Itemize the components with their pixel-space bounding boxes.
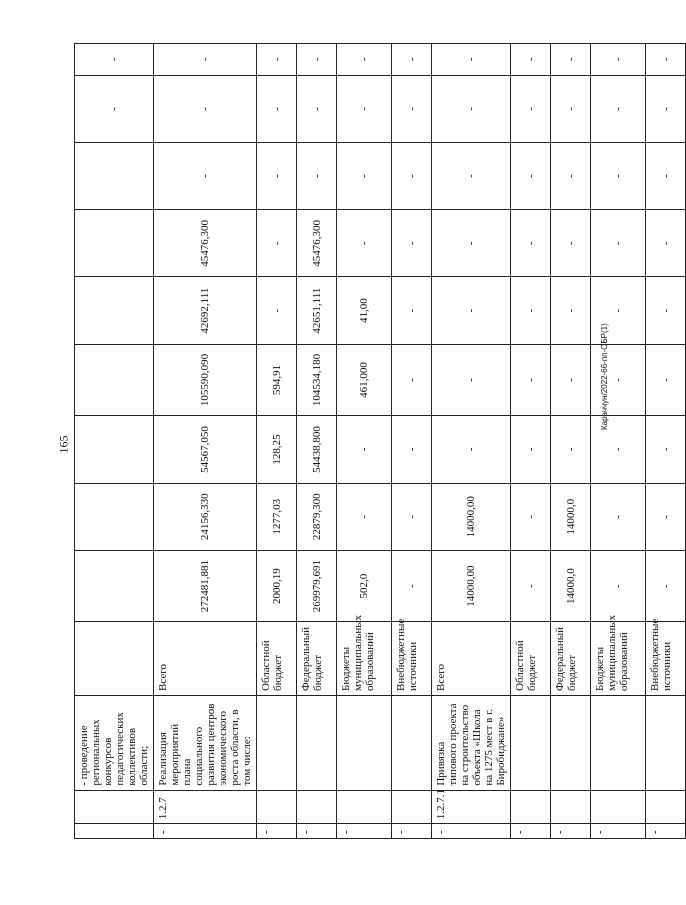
value-cell: -	[432, 75, 511, 142]
table-row	[646, 44, 686, 839]
value-cell: 42692,111	[154, 277, 257, 344]
table-row	[432, 44, 511, 839]
value-cell: 272481,881	[154, 550, 257, 622]
value-cell: -	[511, 550, 551, 622]
value-cell: -	[511, 75, 551, 142]
spacer-cell: -	[646, 824, 686, 839]
value-cell: -	[392, 142, 432, 209]
value-cell: 128,25	[257, 416, 297, 483]
value-cell: -	[591, 210, 646, 277]
value-cell: -	[646, 344, 686, 416]
spacer-cell: -	[154, 824, 257, 839]
value-cell	[75, 550, 154, 622]
value-cell: -	[337, 210, 392, 277]
value-cell: 1277,03	[257, 483, 297, 550]
funding-source-cell: Бюджеты муниципальных образований	[591, 622, 646, 696]
value-cell: -	[257, 277, 297, 344]
value-cell: -	[551, 142, 591, 209]
value-cell: -	[154, 142, 257, 209]
table-row	[297, 44, 337, 839]
item-code-cell	[551, 790, 591, 824]
item-code-cell: 1.2.7.1	[432, 790, 511, 824]
funding-source-cell: Федеральный бюджет	[551, 622, 591, 696]
item-code-cell	[75, 790, 154, 824]
item-name-cell	[551, 696, 591, 791]
value-cell: -	[432, 416, 511, 483]
table-row	[591, 44, 646, 839]
value-cell: -	[154, 75, 257, 142]
value-cell: -	[75, 44, 154, 76]
value-cell: -	[257, 75, 297, 142]
item-name-cell	[591, 696, 646, 791]
item-name-cell: Реализация мероприятий плана социального развития центров экономического роста области, в том числе:	[154, 696, 257, 791]
funding-source-cell: Областной бюджет	[257, 622, 297, 696]
value-cell: -	[337, 483, 392, 550]
value-cell: -	[591, 416, 646, 483]
value-cell: -	[511, 44, 551, 76]
spacer-cell: -	[432, 824, 511, 839]
funding-source-cell: Федеральный бюджет	[297, 622, 337, 696]
spacer-cell: -	[297, 824, 337, 839]
value-cell: -	[551, 344, 591, 416]
value-cell: -	[392, 550, 432, 622]
value-cell: 269979,691	[297, 550, 337, 622]
value-cell	[75, 210, 154, 277]
value-cell: -	[591, 344, 646, 416]
value-cell: 594,91	[257, 344, 297, 416]
funding-source-cell: Всего	[154, 622, 257, 696]
value-cell: 42651,111	[297, 277, 337, 344]
value-cell: -	[591, 277, 646, 344]
value-cell: 45476,300	[297, 210, 337, 277]
value-cell: -	[154, 44, 257, 76]
item-code-cell	[257, 790, 297, 824]
item-name-cell	[337, 696, 392, 791]
value-cell: -	[646, 44, 686, 76]
value-cell: 14000,0	[551, 483, 591, 550]
value-cell: 105590,090	[154, 344, 257, 416]
value-cell: 14000,00	[432, 550, 511, 622]
value-cell: -	[551, 277, 591, 344]
value-cell: -	[432, 44, 511, 76]
item-code-cell	[591, 790, 646, 824]
value-cell: 54567,050	[154, 416, 257, 483]
value-cell: 41,00	[337, 277, 392, 344]
value-cell	[75, 142, 154, 209]
table-row	[392, 44, 432, 839]
item-code-cell	[297, 790, 337, 824]
value-cell: -	[337, 44, 392, 76]
spacer-cell: -	[392, 824, 432, 839]
item-name-cell	[646, 696, 686, 791]
value-cell: -	[551, 44, 591, 76]
value-cell: -	[392, 483, 432, 550]
value-cell: -	[392, 44, 432, 76]
value-cell: -	[551, 416, 591, 483]
value-cell: 24156,330	[154, 483, 257, 550]
value-cell: -	[297, 75, 337, 142]
value-cell: -	[646, 142, 686, 209]
value-cell: -	[511, 416, 551, 483]
item-name-cell: - проведение региональных конкурсов педагогических коллективов области;	[75, 696, 154, 791]
value-cell: -	[511, 142, 551, 209]
item-code-cell	[392, 790, 432, 824]
item-name-cell: Привязка типового проекта на строительство объекта «Школа на 1275 мест в г. Биробиджане»	[432, 696, 511, 791]
value-cell: -	[551, 75, 591, 142]
value-cell: -	[432, 210, 511, 277]
value-cell: 2000,19	[257, 550, 297, 622]
table-body	[75, 44, 686, 839]
value-cell: 461,000	[337, 344, 392, 416]
value-cell: -	[75, 75, 154, 142]
value-cell: -	[646, 210, 686, 277]
table-row	[551, 44, 591, 839]
item-code-cell: 1.2.7	[154, 790, 257, 824]
value-cell: 22879,300	[297, 483, 337, 550]
spacer-cell: -	[257, 824, 297, 839]
funding-source-cell: Областной бюджет	[511, 622, 551, 696]
value-cell: -	[432, 142, 511, 209]
table-row	[511, 44, 551, 839]
value-cell: -	[337, 416, 392, 483]
spacer-cell: -	[337, 824, 392, 839]
funding-source-cell: Внебюджетные источники	[646, 622, 686, 696]
value-cell: -	[392, 344, 432, 416]
value-cell: 14000,00	[432, 483, 511, 550]
value-cell: -	[646, 550, 686, 622]
value-cell: 14000,0	[551, 550, 591, 622]
value-cell: 104534,180	[297, 344, 337, 416]
spacer-cell: -	[551, 824, 591, 839]
value-cell: -	[432, 277, 511, 344]
spacer-cell: -	[591, 824, 646, 839]
budget-table	[74, 43, 686, 839]
value-cell	[75, 416, 154, 483]
table-row	[337, 44, 392, 839]
value-cell: -	[432, 344, 511, 416]
item-code-cell	[646, 790, 686, 824]
footer-code: Караччун/2022-66-пп-ОБР(1)	[600, 323, 609, 430]
funding-source-cell: Бюджеты муниципальных образований	[337, 622, 392, 696]
funding-source-cell	[75, 622, 154, 696]
spacer-cell: -	[511, 824, 551, 839]
value-cell: -	[257, 142, 297, 209]
value-cell: -	[392, 416, 432, 483]
item-code-cell	[511, 790, 551, 824]
value-cell: -	[511, 344, 551, 416]
value-cell: 502,0	[337, 550, 392, 622]
value-cell: -	[337, 75, 392, 142]
value-cell: -	[257, 210, 297, 277]
item-code-cell	[337, 790, 392, 824]
table-row	[257, 44, 297, 839]
value-cell: -	[511, 277, 551, 344]
spacer-cell	[75, 824, 154, 839]
value-cell: -	[591, 483, 646, 550]
value-cell: -	[392, 210, 432, 277]
value-cell: -	[392, 277, 432, 344]
funding-source-cell: Внебюджетные источники	[392, 622, 432, 696]
value-cell: -	[591, 75, 646, 142]
item-name-cell	[511, 696, 551, 791]
value-cell: -	[297, 44, 337, 76]
value-cell: -	[297, 142, 337, 209]
value-cell: -	[646, 75, 686, 142]
item-name-cell	[392, 696, 432, 791]
value-cell: -	[511, 210, 551, 277]
value-cell	[75, 483, 154, 550]
value-cell: -	[511, 483, 551, 550]
value-cell: -	[392, 75, 432, 142]
value-cell: -	[551, 210, 591, 277]
value-cell: -	[646, 277, 686, 344]
funding-source-cell: Всего	[432, 622, 511, 696]
value-cell: 45476,300	[154, 210, 257, 277]
value-cell: -	[591, 550, 646, 622]
value-cell: -	[337, 142, 392, 209]
value-cell: -	[257, 44, 297, 76]
table-row	[154, 44, 257, 839]
table-row	[75, 44, 154, 839]
value-cell: -	[591, 142, 646, 209]
value-cell	[75, 344, 154, 416]
value-cell: -	[646, 416, 686, 483]
page-number: 165	[56, 435, 71, 454]
value-cell: -	[646, 483, 686, 550]
value-cell	[75, 277, 154, 344]
item-name-cell	[257, 696, 297, 791]
item-name-cell	[297, 696, 337, 791]
value-cell: 54438,800	[297, 416, 337, 483]
value-cell: -	[591, 44, 646, 76]
